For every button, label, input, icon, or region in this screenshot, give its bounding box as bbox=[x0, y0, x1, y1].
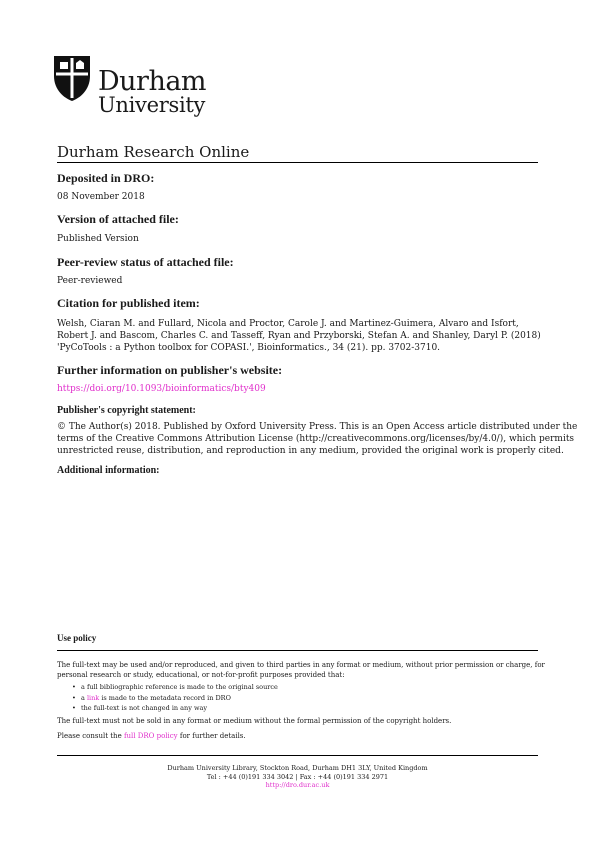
additional-info-heading: Additional information: bbox=[57, 465, 160, 476]
condition-text: a bbox=[81, 693, 87, 702]
logo-name: Durham bbox=[98, 66, 207, 97]
use-policy-intro-line: The full-text may be used and/or reproduced, and given to third parties in any format or medium, without prior permission or charge, for bbox=[57, 661, 545, 669]
use-policy-divider bbox=[57, 650, 538, 651]
deposited-heading: Deposited in DRO: bbox=[57, 171, 155, 185]
copyright-text bbox=[57, 421, 577, 457]
copyright-line: terms of the Creative Commons Attribution License (http://creativecommons.org/licenses/by/4.0/), which permits bbox=[57, 434, 575, 444]
use-policy-heading: Use policy bbox=[57, 633, 97, 643]
footer-dro-link[interactable]: http://dro.dur.ac.uk bbox=[265, 781, 330, 789]
full-dro-policy-link[interactable]: full DRO policy bbox=[123, 732, 178, 740]
footer-phone: Tel : +44 (0)191 334 3042 | Fax : +44 (0)191 334 2971 bbox=[206, 772, 389, 781]
citation-text bbox=[57, 318, 541, 354]
page-title: Durham Research Online bbox=[57, 143, 250, 161]
crest-icon bbox=[52, 54, 92, 102]
logo-sub: University bbox=[98, 93, 206, 117]
use-policy-intro-line: personal research or study, educational, or not-for-profit purposes provided that: bbox=[57, 671, 345, 679]
consult-policy-notice bbox=[57, 731, 246, 741]
not-sold-notice: The full-text must not be sold in any format or medium without the formal permission of the copyright holders. bbox=[57, 717, 452, 725]
condition-item bbox=[72, 693, 278, 704]
durham-university-logo bbox=[52, 52, 207, 122]
copyright-heading: Publisher's copyright statement: bbox=[57, 405, 196, 416]
further-info-heading: Further information on publisher's website: bbox=[57, 363, 283, 377]
citation-heading: Citation for published item: bbox=[57, 296, 200, 310]
use-policy-intro bbox=[57, 660, 545, 680]
citation-line: Robert J. and Bascom, Charles C. and Tasseff, Ryan and Przyborski, Stefan A. and Shanley, Daryl P. (2018) bbox=[57, 331, 541, 341]
footer-divider bbox=[57, 755, 538, 756]
condition-item: • the full-text is not changed in any way bbox=[72, 703, 278, 714]
peer-review-heading: Peer-review status of attached file: bbox=[57, 255, 234, 269]
version-heading: Version of attached file: bbox=[57, 212, 179, 226]
publisher-doi-link[interactable]: https://doi.org/10.1093/bioinformatics/bty409 bbox=[57, 384, 266, 394]
version-value: Published Version bbox=[57, 234, 139, 244]
use-policy-conditions bbox=[72, 682, 278, 714]
condition-item: • a full bibliographic reference is made to the original source bbox=[72, 682, 278, 693]
condition-text: is made to the metadata record in DRO bbox=[99, 693, 231, 702]
consult-text: for further details. bbox=[177, 732, 246, 740]
copyright-line: © The Author(s) 2018. Published by Oxford University Press. This is an Open Access article distributed under the bbox=[57, 422, 578, 432]
copyright-line: unrestricted reuse, distribution, and reproduction in any medium, provided the original work is properly cited. bbox=[57, 446, 564, 456]
peer-review-value: Peer-reviewed bbox=[57, 276, 123, 286]
citation-line: Welsh, Ciaran M. and Fullard, Nicola and Proctor, Carole J. and Martinez-Guimera, Alvaro and Isfort, bbox=[57, 319, 519, 329]
deposited-date: 08 November 2018 bbox=[57, 192, 145, 202]
citation-line: 'PyCoTools : a Python toolbox for COPASI.', Bioinformatics., 34 (21). pp. 3702-3710. bbox=[57, 343, 441, 353]
dro-metadata-link[interactable]: link bbox=[86, 693, 100, 702]
footer-address: Durham University Library, Stockton Road, Durham DH1 3LY, United Kingdom bbox=[167, 764, 428, 772]
footer bbox=[57, 764, 538, 790]
title-divider bbox=[57, 162, 538, 163]
consult-text: Please consult the bbox=[57, 732, 124, 740]
